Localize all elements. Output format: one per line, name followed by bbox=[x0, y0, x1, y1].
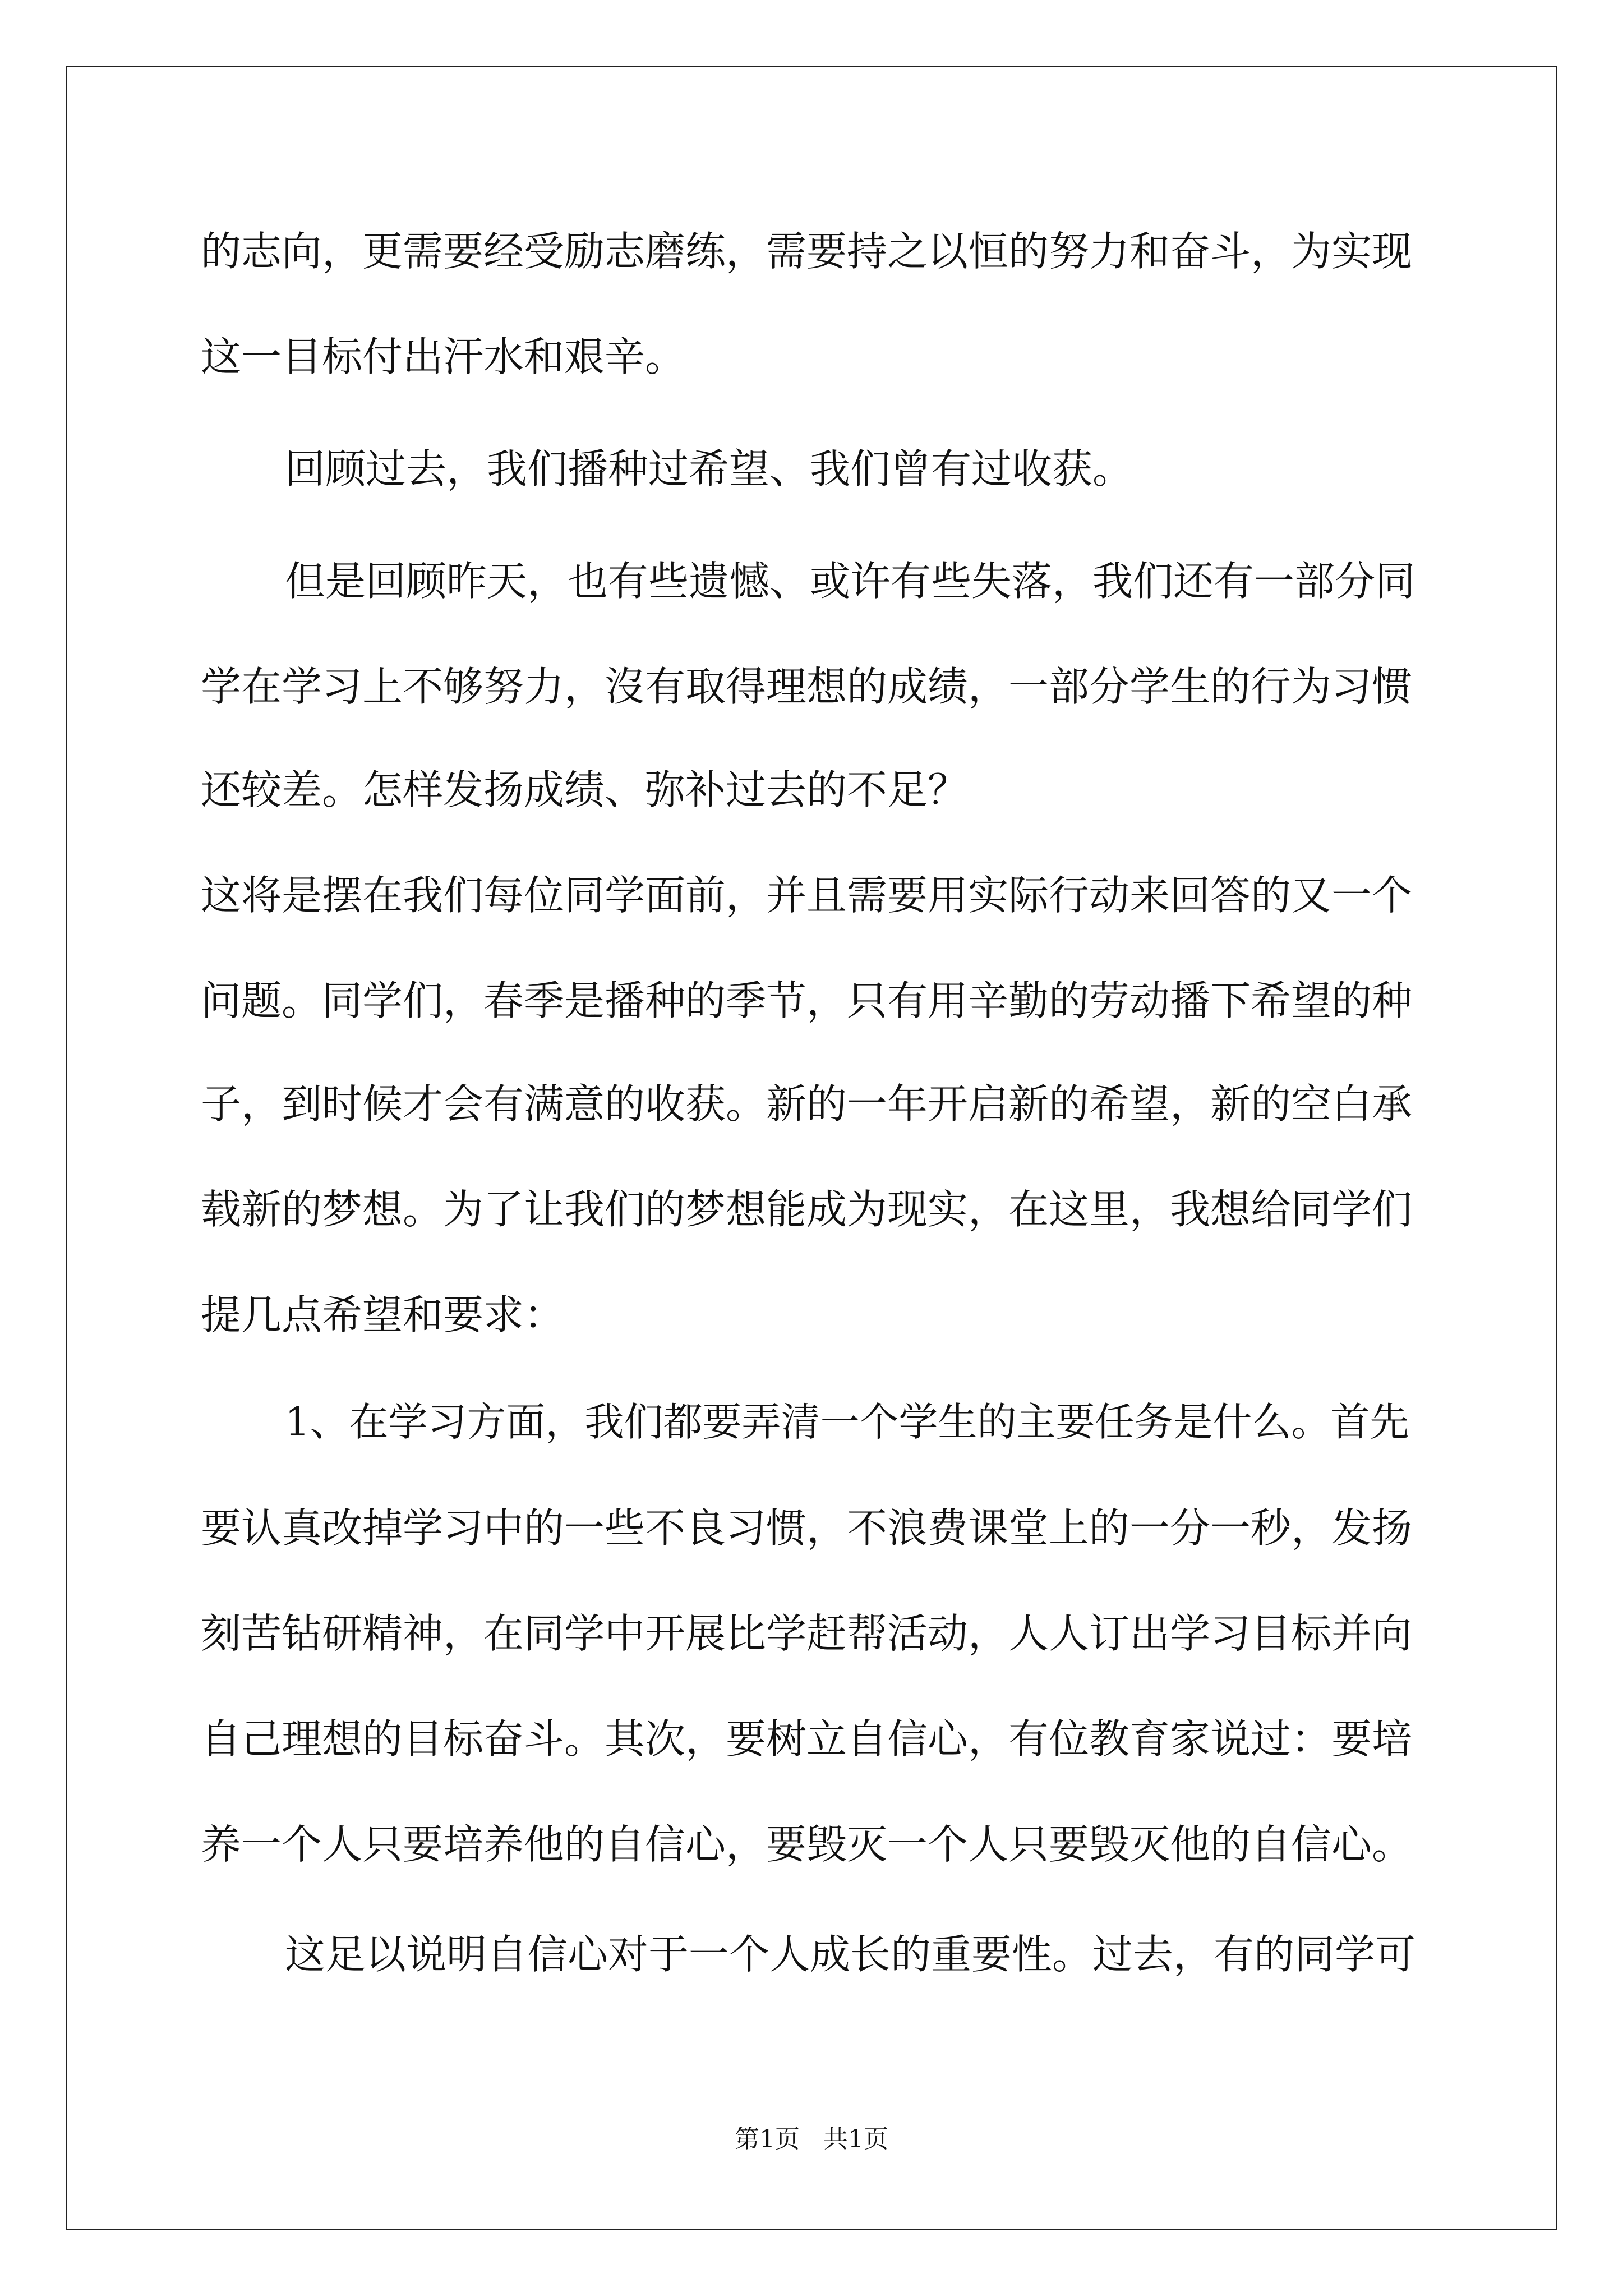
text-line: 的志向，更需要经受励志磨练，需要持之以恒的努力和奋斗，为实现 bbox=[201, 228, 1413, 275]
text-line: 这一目标付出汗水和艰辛。 bbox=[201, 333, 686, 380]
text-line: 回顾过去，我们播种过希望、我们曾有过收获。 bbox=[285, 445, 1133, 493]
text-line: 刻苦钻研精神，在同学中开展比学赶帮活动，人人订出学习目标并向 bbox=[201, 1610, 1413, 1657]
text-line: 学在学习上不够努力，沒有取得理想的成绩，一部分学生的行为习惯 bbox=[201, 663, 1413, 710]
text-line: 养一个人只要培养他的自信心，要毁灭一个人只要毁灭他的自信心。 bbox=[201, 1821, 1413, 1868]
text-line: 但是回顾昨天，也有些遗憾、或许有些失落，我们还有一部分同 bbox=[285, 558, 1416, 605]
text-line: 这足以说明自信心对于一个人成长的重要性。过去，有的同学可 bbox=[285, 1931, 1416, 1978]
text-line: 1、在学习方面，我们都要弄清一个学生的主要任务是什么。首先 bbox=[285, 1399, 1409, 1445]
text-line: 提几点希望和要求： bbox=[201, 1291, 565, 1338]
text-line: 载新的梦想。为了让我们的梦想能成为现实，在这里，我想给同学们 bbox=[201, 1186, 1413, 1233]
text-line: 问题。同学们，春季是播种的季节，只有用辛勤的劳动播下希望的种 bbox=[201, 977, 1413, 1024]
page-footer: 第1页 共1页 bbox=[735, 2125, 888, 2154]
text-line: 要认真改掉学习中的一些不良习惯，不浪费课堂上的一分一秒，发扬 bbox=[201, 1504, 1413, 1552]
text-line: 还较差。怎样发扬成绩、弥补过去的不足？ bbox=[201, 766, 969, 813]
page-border bbox=[66, 66, 1557, 2230]
text-line: 自己理想的目标奋斗。其次，要树立自信心，有位教育家说过：要培 bbox=[201, 1715, 1413, 1763]
text-line: 这将是摆在我们每位同学面前，并且需要用实际行动来回答的又一个 bbox=[201, 872, 1413, 919]
text-line: 子，到时候才会有满意的收获。新的一年开启新的希望，新的空白承 bbox=[201, 1080, 1413, 1128]
